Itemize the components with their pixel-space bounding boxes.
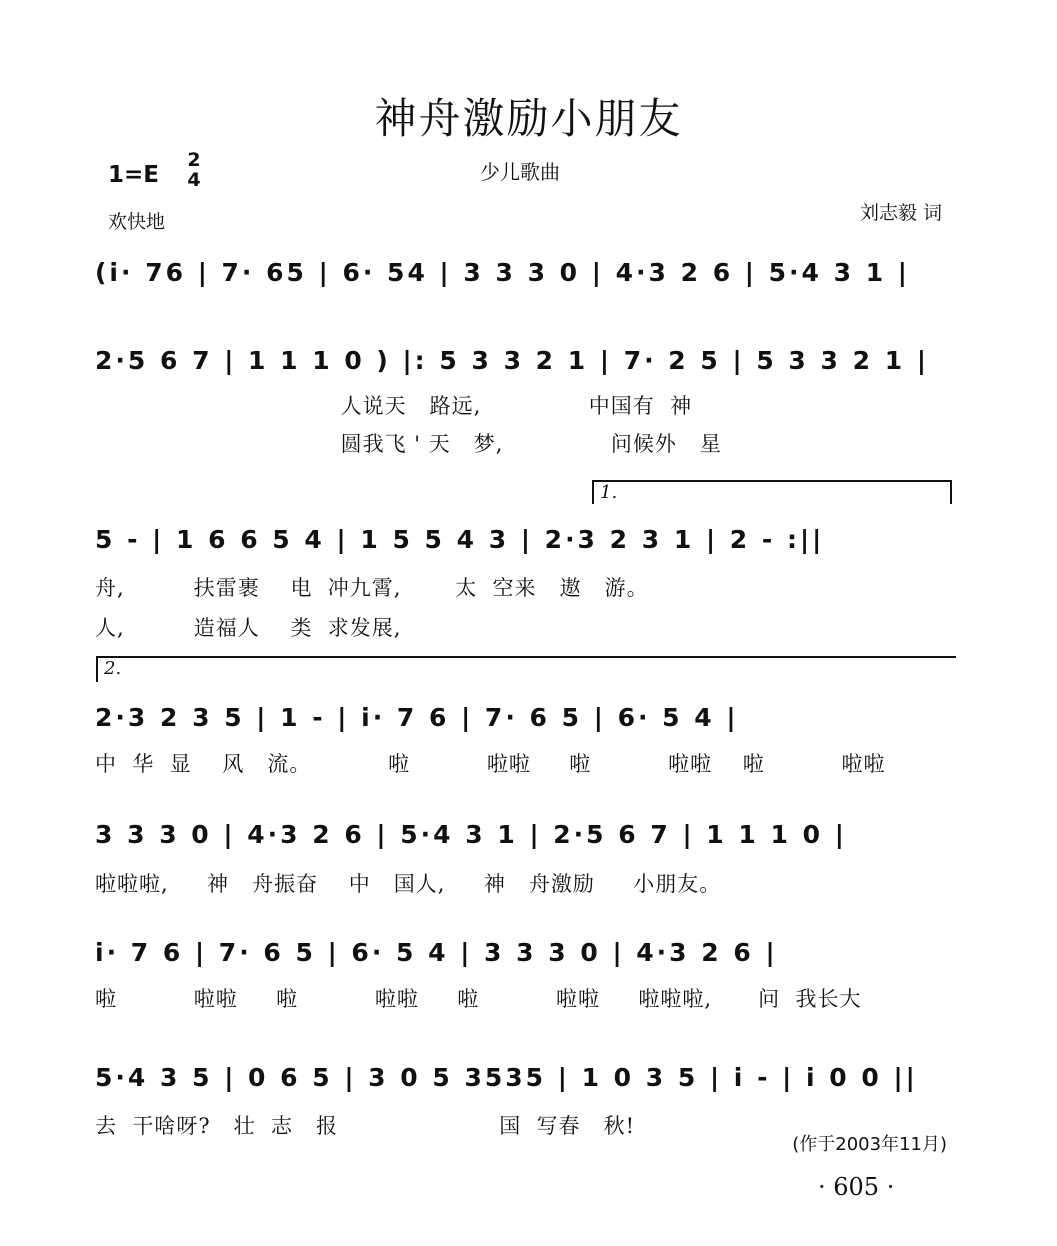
volta-2-bracket — [96, 656, 956, 682]
score-line-3: 5 - | 1 6 6 5 4 | 1 5 5 4 3 | 2·3 2 3 1 | 2 - :|| — [95, 525, 825, 554]
volta-2-label: 2. — [104, 658, 122, 679]
score-line-7: 5·4 3 5 | 0 6 5 | 3 0 5 3535 | 1 0 3 5 | i - | i 0 0 || — [95, 1063, 918, 1092]
lyrics-line-6: 啦啦啦, 神 舟振奋 中 国人, 神 舟激励 小朋友。 — [95, 872, 722, 896]
lyrics-line-7: 啦 啦啦 啦 啦啦 啦 啦啦 啦啦啦, 问 我长大 — [95, 987, 862, 1011]
key-signature: 1=E — [108, 162, 159, 188]
song-subtitle: 少儿歌曲 — [480, 160, 560, 184]
score-line-2: 2·5 6 7 | 1 1 1 0 ) |: 5 3 3 2 1 | 7· 2 5 | 5 3 3 2 1 | — [95, 346, 929, 375]
time-denominator: 4 — [187, 169, 201, 191]
score-line-1: (i· 76 | 7· 65 | 6· 54 | 3 3 3 0 | 4·3 2 6 | 5·4 3 1 | — [95, 258, 910, 287]
lyrics-line-5: 中 华 显 风 流。 啦 啦啦 啦 啦啦 啦 啦啦 — [95, 752, 886, 776]
lyrics-line-3: 舟, 扶雷裹 电 冲九霄, 太 空来 遨 游。 — [95, 576, 649, 600]
lyrics-line-4: 人, 造福人 类 求发展, — [95, 616, 402, 640]
lyrics-line-8: 去 干啥呀? 壮 志 报 国 写春 秋! — [95, 1114, 636, 1138]
time-signature — [183, 150, 205, 190]
volta-1-bracket — [592, 480, 952, 504]
tempo-marking: 欢快地 — [108, 211, 166, 233]
volta-1-label: 1. — [600, 482, 618, 503]
score-line-4: 2·3 2 3 5 | 1 - | i· 7 6 | 7· 6 5 | 6· 5 4 | — [95, 703, 739, 732]
score-line-6: i· 7 6 | 7· 6 5 | 6· 5 4 | 3 3 3 0 | 4·3 2 6 | — [95, 938, 778, 967]
score-line-5: 3 3 3 0 | 4·3 2 6 | 5·4 3 1 | 2·5 6 7 | 1 1 1 0 | — [95, 820, 847, 849]
composition-date: (作于2003年11月) — [792, 1134, 947, 1155]
lyrics-line-1: 人说天 路远, 中国有 神 — [95, 394, 693, 418]
song-title: 神舟激励小朋友 — [374, 94, 683, 143]
lyricist-credit: 刘志毅 词 — [859, 202, 942, 224]
lyrics-line-2: 圆我飞 ' 天 梦, 问候外 星 — [95, 432, 722, 456]
time-numerator: 2 — [187, 149, 201, 171]
page-number: · 605 · — [818, 1173, 895, 1201]
